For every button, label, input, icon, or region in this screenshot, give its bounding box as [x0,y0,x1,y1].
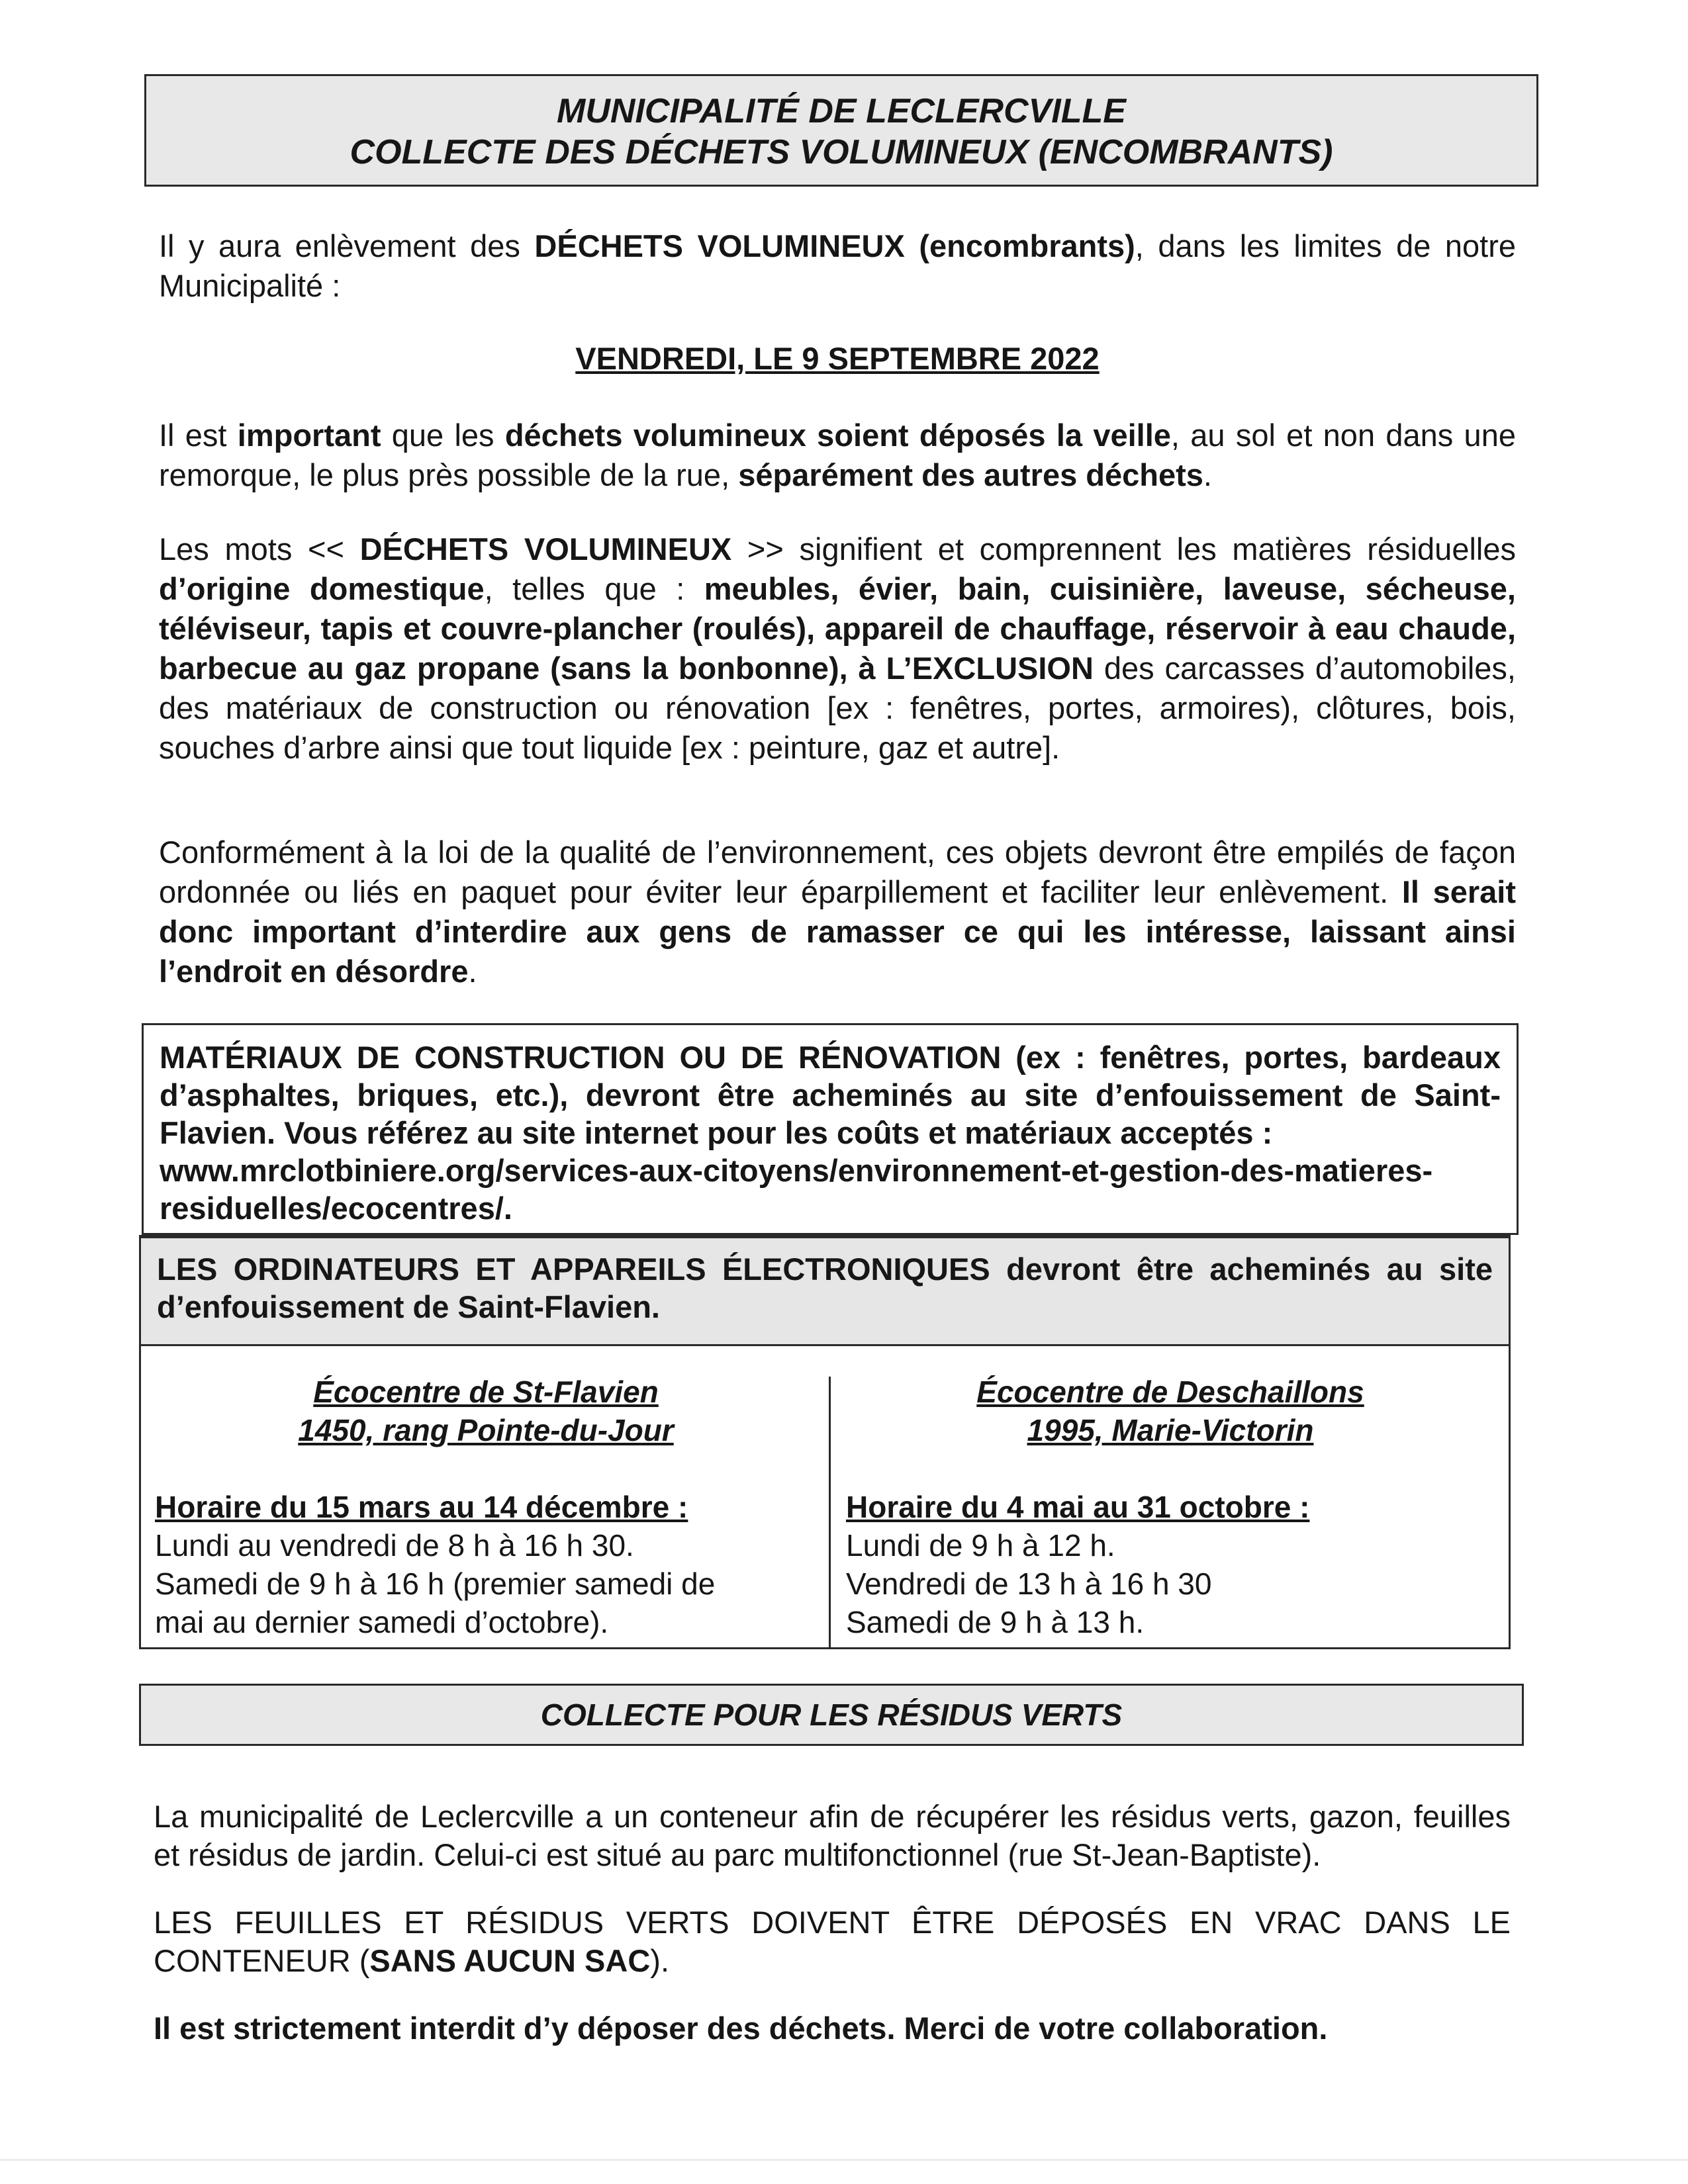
green-waste-title-box [139,1684,1524,1746]
p3-text-1: Les mots << [159,531,360,567]
ecocentre-hours-line: mai au dernier samedi d’octobre). [155,1605,609,1639]
environment-paragraph [159,833,1516,991]
p4-text-2: . [468,954,477,989]
intro-text-1: Il y aura enlèvement des [159,228,535,263]
ecocentre-hours-line: Samedi de 9 h à 13 h. [846,1605,1145,1639]
p3-bold-2: d’origine domestique [159,571,485,606]
green-waste-warning: Il est strictement interdit d’y déposer des déchets. Merci de votre collaboration. [154,2011,1328,2046]
green-p2-text-2: ). [650,1943,670,1978]
ecocentre-name: Écocentre de Deschaillons [976,1375,1364,1409]
ecocentre-st-flavien [155,1373,817,1641]
ecocentre-hours-line: Samedi de 9 h à 16 h (premier samedi de [155,1567,716,1601]
p3-bold-1: DÉCHETS VOLUMINEUX [359,531,732,567]
green-waste-title: COLLECTE POUR LES RÉSIDUS VERTS [540,1698,1123,1732]
definition-paragraph [159,529,1516,768]
ecocentre-url-line-1: www.mrclotbiniere.org/services-aux-citoyens/environnement-et-gestion-des-matieres- [160,1153,1433,1188]
page-bottom-rule [0,2159,1688,2161]
ecocentre-hours-title: Horaire du 4 mai au 31 octobre : [846,1490,1310,1524]
deposit-paragraph [159,416,1516,495]
ecocentre-deschaillons [846,1373,1495,1641]
p4-text-1: Conformément à la loi de la qualité de l’environnement, ces objets devront être empilés de façon ordonnée ou liés en paquet pour éviter leur éparpillement et faciliter leur enlèvement. [159,835,1516,909]
p2-bold-3: séparément des autres déchets [738,457,1203,492]
construction-materials-box [142,1023,1519,1235]
ecocentres-divider [829,1377,831,1649]
green-waste-bulk-paragraph [154,1903,1511,1980]
p2-bold-2: déchets volumineux soient déposés la veille [504,418,1171,453]
materials-text: MATÉRIAUX DE CONSTRUCTION OU DE RÉNOVATION (ex : fenêtres, portes, bardeaux d’asphaltes, briques, etc.), devront être acheminés au site d’enfouissement de Saint-Flavien. Vous référez au site internet pour les coûts et matériaux acceptés : [160,1040,1501,1150]
p2-bold-1: important [237,418,381,453]
electronics-text: LES ORDINATEURS ET APPAREILS ÉLECTRONIQUES devront être acheminés au site d’enfouissement de Saint-Flavien. [157,1251,1493,1324]
green-p2-bold: SANS AUCUN SAC [369,1943,651,1978]
ecocentre-hours-line: Lundi de 9 h à 12 h. [846,1528,1115,1563]
p2-text-2: que les [381,418,505,453]
p4-bold-1: Il serait donc important d’interdire aux gens de ramasser ce qui les intéresse, laissant ainsi l’endroit en désordre [159,874,1517,989]
p2-text-1: Il est [159,418,238,453]
ecocentre-address: 1450, rang Pointe-du-Jour [298,1413,674,1447]
ecocentre-hours-line: Lundi au vendredi de 8 h à 16 h 30. [155,1528,634,1563]
ecocentre-address: 1995, Marie-Victorin [1027,1413,1314,1447]
collection-date: VENDREDI, LE 9 SEPTEMBRE 2022 [575,341,1100,376]
ecocentre-hours-title: Horaire du 15 mars au 14 décembre : [155,1490,688,1524]
p3-bold-3: meubles, évier, bain, cuisinière, laveuse, sécheuse, téléviseur, tapis et couvre-plancher (roulés), appareil de chauffage, réservoir à eau chaude, barbecue au gaz propane (sans la bonbonne), à L’EXCLUSION [159,571,1516,686]
ecocentre-url-line-2: residuelles/ecocentres/. [160,1191,512,1226]
intro-paragraph [159,226,1516,306]
p3-text-2: >> signifient et comprennent les matières résiduelles [731,531,1516,567]
green-p2-text-1: LES FEUILLES ET RÉSIDUS VERTS DOIVENT ÊTRE DÉPOSÉS EN VRAC DANS LE CONTENEUR ( [154,1905,1511,1978]
header-box [144,74,1538,187]
p2-text-4: . [1203,457,1212,492]
ecocentre-hours-line: Vendredi de 13 h à 16 h 30 [846,1567,1212,1601]
p3-text-4: des carcasses d’automobiles, des matériaux de construction ou rénovation [ex : fenêtres, portes, armoires), clôtures, bois, souches d’arbre ainsi que tout liquide [ex : peinture, gaz et autre]. [159,651,1516,765]
intro-text-2: , dans les limites de notre Municipalité : [159,228,1516,303]
collection-title: COLLECTE DES DÉCHETS VOLUMINEUX (ENCOMBRANTS) [350,133,1333,171]
municipality-title: MUNICIPALITÉ DE LECLERCVILLE [557,92,1126,130]
ecocentre-name: Écocentre de St-Flavien [313,1375,659,1409]
p3-text-3: , telles que : [484,571,704,606]
electronics-box [139,1235,1511,1346]
green-waste-paragraph: La municipalité de Leclercville a un conteneur afin de récupérer les résidus verts, gazon, feuilles et résidus de jardin. Celui-ci est situé au parc multifonctionnel (rue St-Jean-Baptiste). [154,1799,1511,1872]
intro-bold-1: DÉCHETS VOLUMINEUX (encombrants) [534,228,1135,263]
p2-text-3: , au sol et non dans une remorque, le plus près possible de la rue, [159,418,1516,492]
